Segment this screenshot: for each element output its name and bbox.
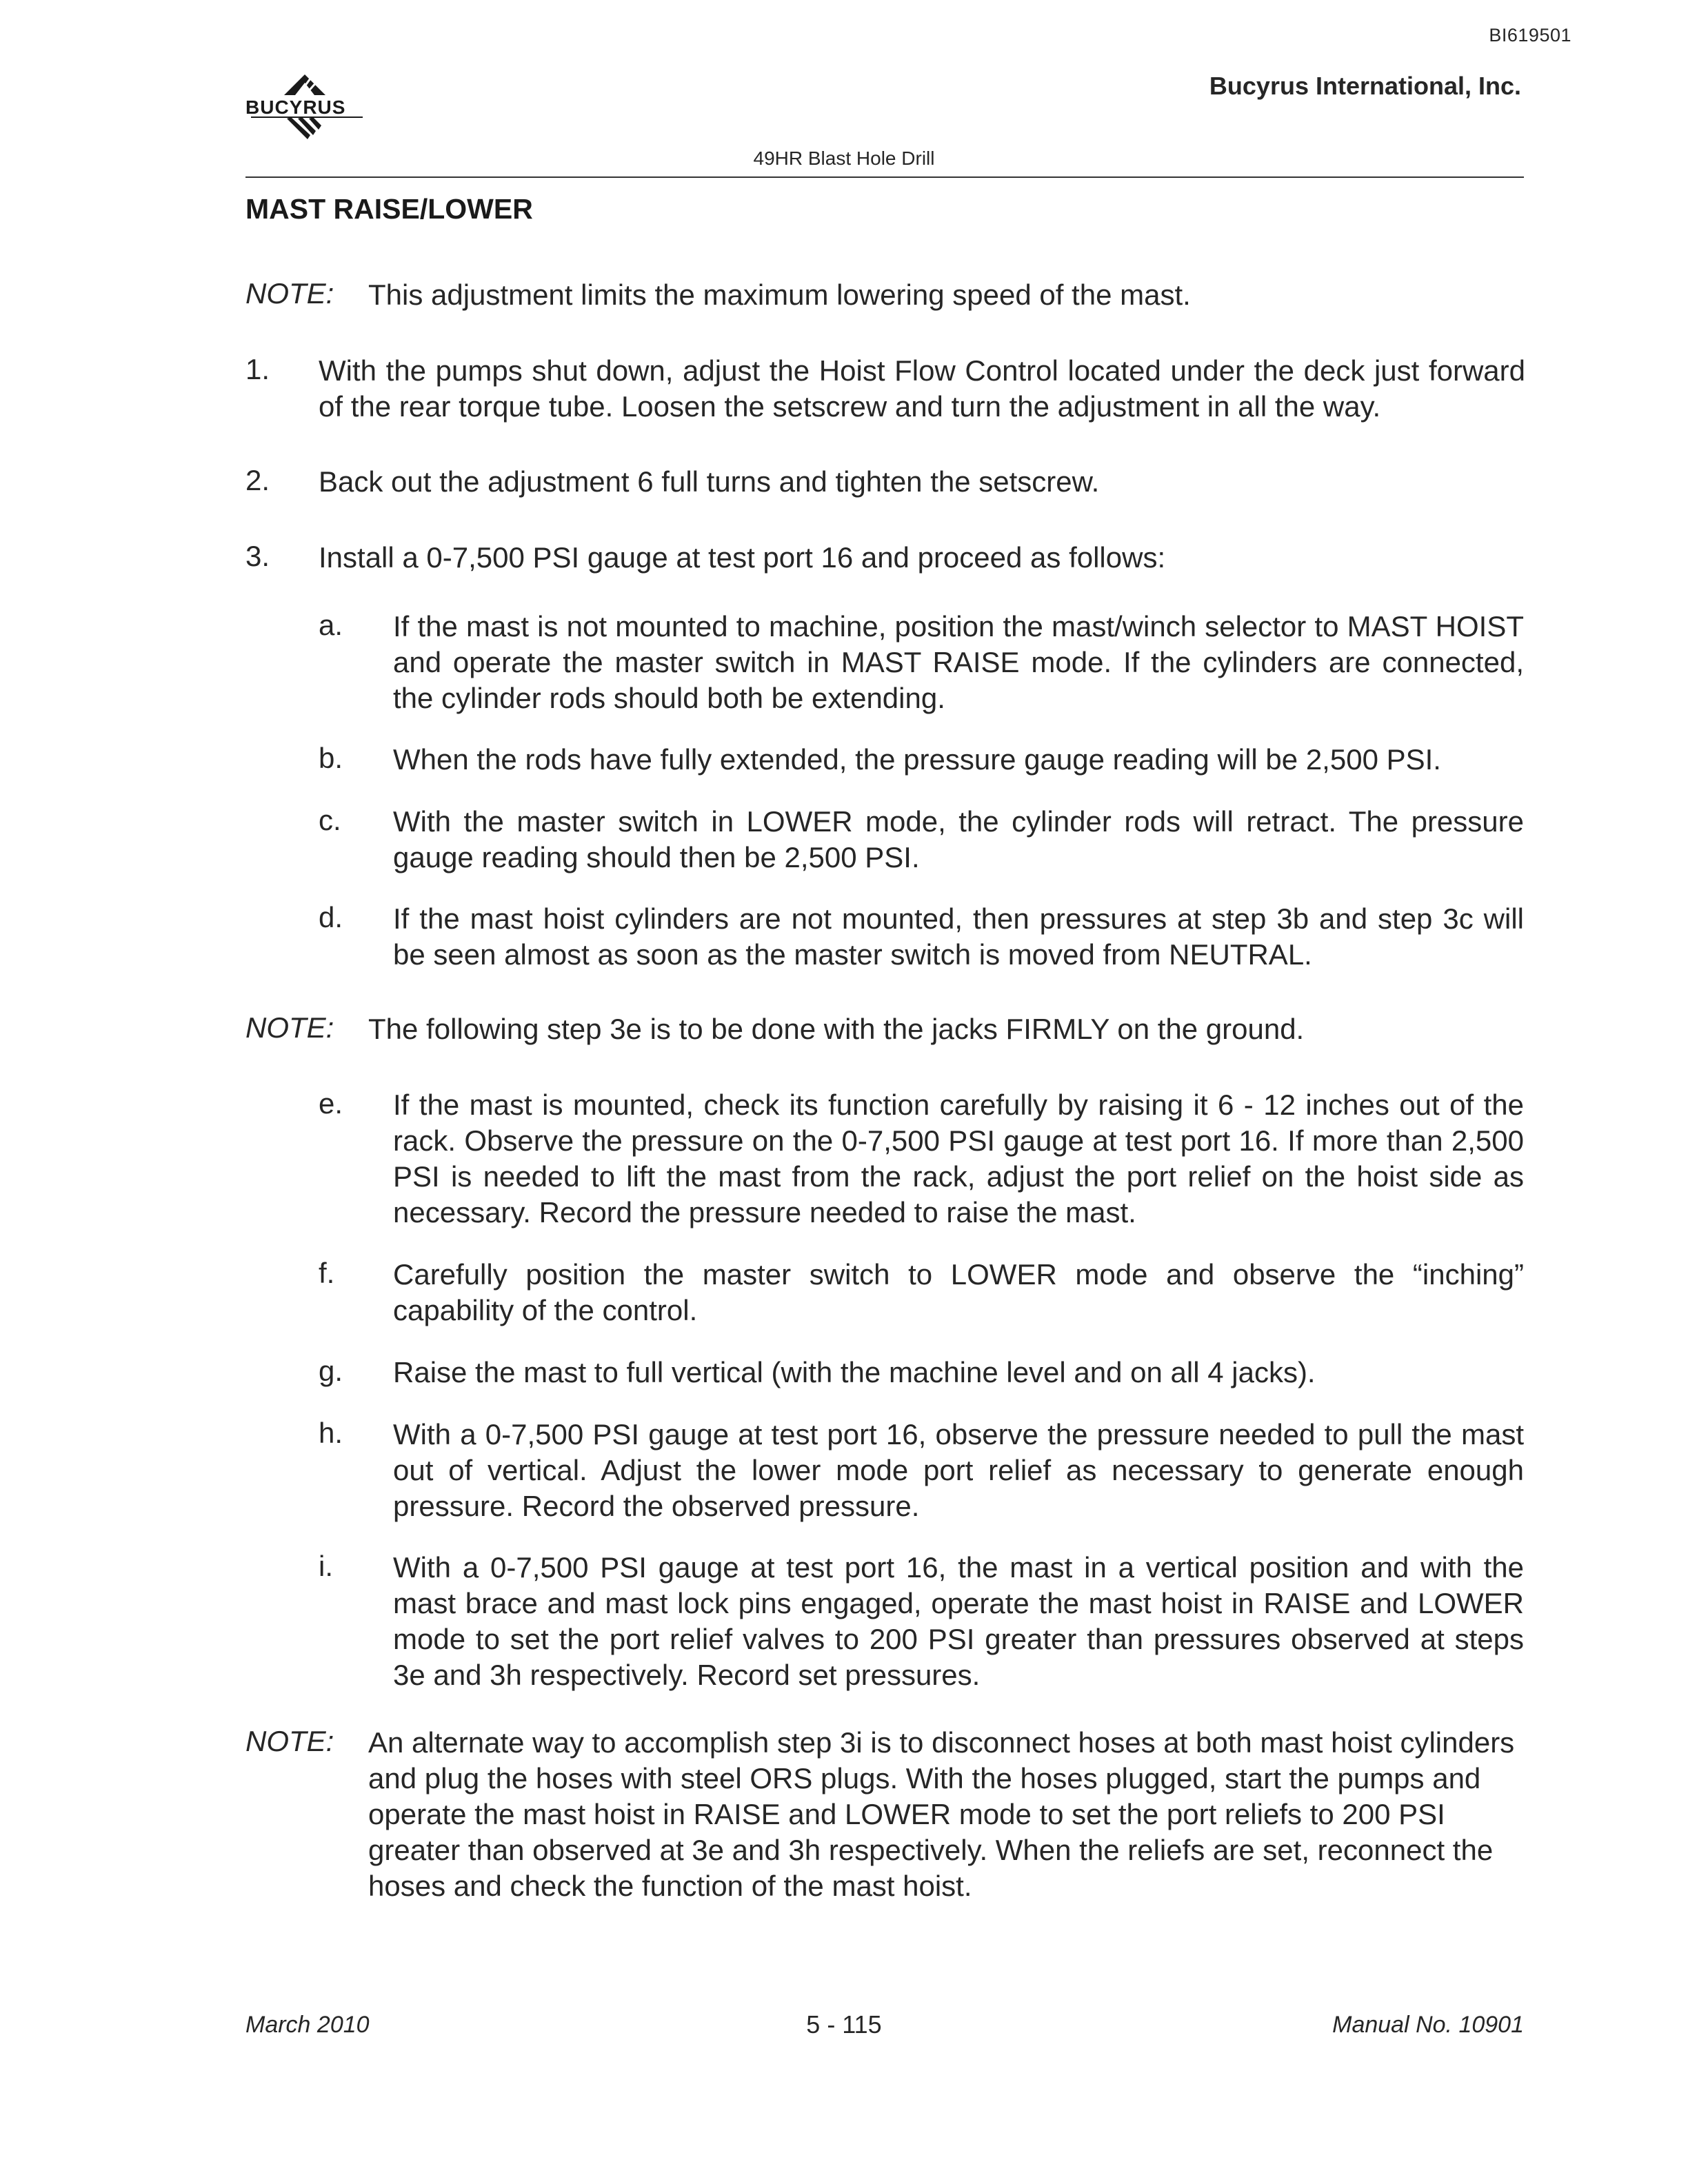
substep-text: If the mast is mounted, check its function carefully by raising it 6 - 12 inches out of the rack. Observe the pressure on the 0-7,500 PSI gauge at test port 16. If more than 2,500 PSI is needed to lift the mast from the rack, adjust the port relief on the hoist side as necessary. Record the pressure needed to raise the mast. [393,1089,1524,1228]
substep-letter: a. [319,609,343,641]
model-subtitle: 49HR Blast Hole Drill [753,148,935,169]
logo-wordmark: BUCYRUS [245,97,346,118]
note-label: NOTE: [245,1725,334,1757]
page-number: 5 - 115 [806,2010,882,2039]
step-text: Install a 0-7,500 PSI gauge at test port 16 and proceed as follows: [319,541,1166,574]
substep-text: With the master switch in LOWER mode, the cylinder rods will retract. The pressure gauge reading should then be 2,500 PSI. [393,805,1524,873]
footer-date: March 2010 [245,2012,370,2038]
step-number: 3. [245,540,270,572]
note-text: The following step 3e is to be done with the jacks FIRMLY on the ground. [368,1013,1305,1045]
substep-text: With a 0-7,500 PSI gauge at test port 16, observe the pressure needed to pull the mast out of vertical. Adjust the lower mode port relief as necessary to generate enough pressure. Record the observed pressure. [393,1418,1524,1522]
step-text: With the pumps shut down, adjust the Hoist Flow Control located under the deck just forward of the rear torque tube. Loosen the setscrew and turn the adjustment in all the way. [319,354,1525,423]
document-id: BI619501 [1489,25,1571,46]
step-text: Back out the adjustment 6 full turns and tighten the setscrew. [319,465,1100,498]
substep-letter: b. [319,742,343,774]
substep-letter: e. [319,1087,343,1120]
substep-letter: d. [319,901,343,933]
step-number: 1. [245,353,270,385]
substep-letter: f. [319,1257,335,1289]
company-name: Bucyrus International, Inc. [1209,72,1521,100]
substep-letter: c. [319,804,341,836]
step-number: 2. [245,464,270,496]
bucyrus-logo [241,68,372,150]
substep-text: If the mast hoist cylinders are not mounted, then pressures at step 3b and step 3c will be seen almost as soon as the master switch is moved from NEUTRAL. [393,902,1524,971]
substep-text: Carefully position the master switch to LOWER mode and observe the “inching” capability of the control. [393,1258,1524,1326]
substep-letter: h. [319,1417,343,1449]
substep-letter: g. [319,1355,343,1387]
header-rule [245,176,1524,178]
substep-text: If the mast is not mounted to machine, position the mast/winch selector to MAST HOIST and operate the master switch in MAST RAISE mode. If the cylinders are connected, the cylinder rods should both be extending. [393,610,1524,714]
manual-number: Manual No. 10901 [1332,2012,1524,2038]
section-title: MAST RAISE/LOWER [245,193,533,225]
note-label: NOTE: [245,1011,334,1044]
substep-letter: i. [319,1550,333,1582]
note-text: An alternate way to accomplish step 3i is to disconnect hoses at both mast hoist cylinders and plug the hoses with steel ORS plugs. With the hoses plugged, start the pumps and operate the mast hoist in RAISE and LOWER mode to set the port reliefs to 200 PSI greater than observed at 3e and 3h respectively. When the reliefs are set, reconnect the hoses and check the function of the mast hoist. [368,1726,1515,1902]
note-text: This adjustment limits the maximum lowering speed of the mast. [368,279,1191,311]
note-label: NOTE: [245,277,334,310]
substep-text: When the rods have fully extended, the pressure gauge reading will be 2,500 PSI. [393,743,1441,776]
substep-text: With a 0-7,500 PSI gauge at test port 16, the mast in a vertical position and with the mast brace and mast lock pins engaged, operate the mast hoist in RAISE and LOWER mode to set the port relief valves to 200 PSI greater than pressures observed at steps 3e and 3h respectively. Record set pressures. [393,1551,1524,1691]
substep-text: Raise the mast to full vertical (with the machine level and on all 4 jacks). [393,1356,1316,1388]
